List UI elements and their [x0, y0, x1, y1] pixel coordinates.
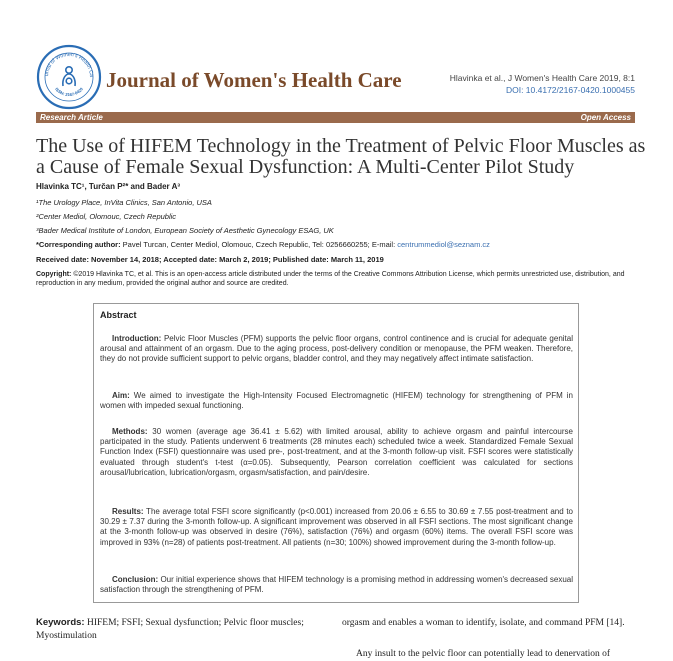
- abstract-introduction: [100, 334, 573, 365]
- corresponding-author: [36, 240, 490, 249]
- journal-name: Journal of Women's Health Care: [106, 68, 402, 92]
- corresponding-text: Pavel Turcan, Center Mediol, Olomouc, Czech Republic, Tel: 0256660255; E-mail:: [120, 240, 398, 249]
- author-list: Hlavinka TC¹, Turčan P²* and Bader A³: [36, 182, 181, 191]
- abstract-box: [93, 303, 579, 603]
- body-text-paragraph-2: Any insult to the pelvic floor can potentially lead to denervation of: [356, 649, 611, 659]
- body-text-paragraph: orgasm and enables a woman to identify, isolate, and command PFM [14].: [342, 618, 625, 628]
- doi-link[interactable]: DOI: 10.4172/2167-0420.1000455: [505, 85, 635, 95]
- section-label: Introduction:: [112, 334, 162, 343]
- article-type-label: Research Article: [40, 113, 103, 122]
- section-label: Aim:: [112, 391, 130, 400]
- article-title: The Use of HIFEM Technology in the Treatment of Pelvic Floor Muscles as a Cause of Female Sexual Dysfunction: A Multi-Center Pilot Study: [36, 135, 646, 178]
- citation-block: [450, 72, 635, 96]
- dates-text: Received date: November 14, 2018; Accepted date: March 2, 2019; Published date: March 11, 2019: [36, 255, 384, 264]
- copyright-label: Copyright:: [36, 271, 72, 278]
- article-dates: [36, 255, 384, 264]
- keywords-text: HIFEM; FSFI; Sexual dysfunction; Pelvic floor muscles; Myostimulation: [36, 618, 304, 641]
- affiliation-1: ¹The Urology Place, InVita Clinics, San Antonio, USA: [36, 198, 212, 207]
- open-access-label: Open Access: [580, 113, 631, 122]
- section-text: We aimed to investigate the High-Intensity Focused Electromagnetic (HIFEM) technology for strengthening of PFM in women with impeded sexual functioning.: [100, 391, 573, 411]
- abstract-heading: Abstract: [100, 310, 137, 320]
- section-label: Conclusion:: [112, 575, 159, 584]
- logo-issn: ISSN: 2167-0420: [54, 86, 84, 98]
- abstract-methods: [100, 427, 573, 478]
- section-label: Results:: [112, 507, 144, 516]
- section-text: Pelvic Floor Muscles (PFM) supports the pelvic floor organs, control continence and is crucial for adequate genital arousal and attainment of an orgasm. Due to the aging process, post-delivery condition or menopause, the PFM weaken. Therefore, they do not provide sufficient support to pelvic organs, bladder control, and they may negatively affect intimate satisfaction.: [100, 334, 573, 364]
- corresponding-label: *Corresponding author:: [36, 240, 121, 249]
- affiliation-2: ²Center Mediol, Olomouc, Czech Republic: [36, 212, 177, 221]
- section-text: The average total FSFI score significantly (p<0.001) increased from 20.06 ± 6.55 to 30.69 ± 7.55 post-treatment and to 30.29 ± 7.37 during the 3-month follow-up. A significant improvement was observed in all FSFI sections. The most significant change at the 3-month follow-up was observed in desire (76%), satisfaction (76%) and orgasm (60%) items. The overall FSFI score was improved in 93% (n=28) of patients post-treatment. All patients (n=30; 100%) showed improvement during the 3-month follow-up.: [100, 507, 573, 547]
- abstract-conclusion: [100, 575, 573, 595]
- affiliation-3: ³Bader Medical Institute of London, European Society of Aesthetic Gynecology ESAG, UK: [36, 226, 334, 235]
- logo-text: urnal of Women's Health Ca: [43, 51, 95, 78]
- section-text: 30 women (average age 36.41 ± 5.62) with limited arousal, ability to achieve orgasm and painful intercourse participated in the study. Patients underwent 6 treatments (28 minutes each) scheduled twice a week. Standardized Female Sexual Function Index (FSFI) questionnaire was used pre-, post-treatment, and at the 3-month follow-up visit. FSFI scores were statistically evaluated through student's t-test (α=0.05). Subsequently, Pearson correlation coefficient was calculated for sections arousal/lubrication, lubrication/orgasm, orgasm/satisfaction, and pain/desire.: [100, 427, 573, 477]
- journal-logo: [36, 44, 102, 110]
- affiliations: [36, 196, 334, 238]
- section-label: Methods:: [112, 427, 148, 436]
- abstract-aim: [100, 391, 573, 411]
- corresponding-email-link[interactable]: centrummediol@seznam.cz: [397, 240, 490, 249]
- article-type-bar: [36, 112, 635, 123]
- keywords: [36, 617, 334, 642]
- abstract-results: [100, 507, 573, 548]
- copyright-text: ©2019 Hlavinka TC, et al. This is an open-access article distributed under the terms of the Creative Commons Attribution License, which permits unrestricted use, distribution, and reproduction in any medium, provided the original author and source are credited.: [36, 271, 625, 287]
- keywords-label: Keywords:: [36, 617, 85, 628]
- section-text: Our initial experience shows that HIFEM technology is a promising method in addressing women's decreased sexual satisfaction through the strengthening of PFM.: [100, 575, 573, 595]
- copyright-notice: [36, 270, 638, 288]
- citation-line: Hlavinka et al., J Women's Health Care 2019, 8:1: [449, 73, 635, 83]
